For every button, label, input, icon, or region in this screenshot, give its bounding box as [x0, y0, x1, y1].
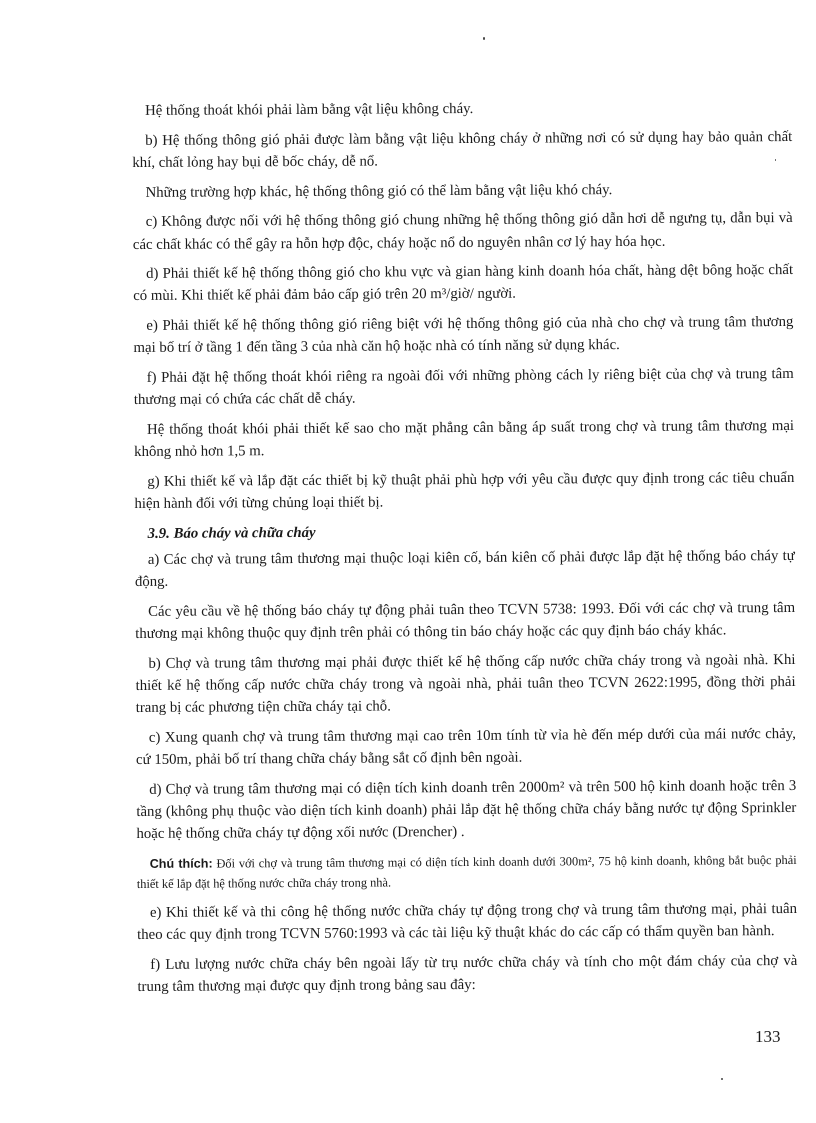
paragraph-f-flow: f) Lưu lượng nước chữa cháy bên ngoài lấy từ trụ nước chữa cháy và tính cho một đám cháy của chợ và trung tâm thương mại được quy định trong bảng sau đây: [137, 952, 798, 995]
paragraph-c-ladder: c) Xung quanh chợ và trung tâm thương mại cao trên 10m tính từ vỉa hè đến mép dưới của mái nước chảy, cứ 150m, phải bố trí thang chữa cháy bằng sắt cố định bên ngoài. [135, 725, 796, 769]
paragraph-alarm-requirements: Các yêu cầu về hệ thống báo cháy tự động phải tuân theo TCVN 5738: 1993. Đối với các chợ và trung tâm thương mại không thuộc quy định trên phải có thông tin báo cháy hoặc các quy định báo cháy khác. [135, 599, 796, 643]
scan-speck [721, 1078, 723, 1080]
paragraph-smoke-design: Hệ thống thoát khói phải thiết kế sao cho mặt phẳng cân bằng áp suất trong chợ và trung tâm thương mại không nhỏ hơn 1,5 m. [134, 417, 795, 461]
page-number: 133 [755, 1027, 781, 1046]
paragraph-c: c) Không được nối với hệ thống thông gió chung những hệ thống thông gió dẫn hơi dễ ngưng tụ, dẫn bụi và các chất khác có thể gây ra hỗn hợp độc, cháy hoặc nổ do nguyên nhân cơ lý hay hóa học. [132, 210, 793, 253]
paragraph-e: e) Phải thiết kế hệ thống thông gió riêng biệt với hệ thống thông gió của nhà cho chợ và trung tâm thương mại bố trí ở tầng 1 đến tầng 3 của nhà căn hộ hoặc nhà có tính năng sử dụng khác. [133, 314, 794, 357]
paragraph-a-alarm: a) Các chợ và trung tâm thương mại thuộc loại kiên cố, bán kiên cố phải được lắp đặt hệ thống báo cháy tự động. [134, 547, 795, 591]
paragraph-smoke-material: Hệ thống thoát khói phải làm bằng vật liệu không cháy. [145, 100, 474, 119]
paragraph-f: f) Phải đặt hệ thống thoát khói riêng ra ngoài đối với những phòng cách ly riêng biệt của chợ và trung tâm thương mại có chứa các chất dễ cháy. [133, 365, 794, 409]
paragraph-d: d) Phải thiết kế hệ thống thông gió cho khu vực và gian hàng kinh doanh hóa chất, hàng dệt bông hoặc chất có mùi. Khi thiết kế phải đảm bảo cấp gió trên 20 m³/giờ/ người. [133, 262, 794, 305]
paragraph-b: b) Hệ thống thông gió phải được làm bằng vật liệu không cháy ở những nơi có sử dụng hay bảo quản chất khí, chất lỏng hay bụi dễ bốc cháy, dễ nổ. [132, 128, 793, 171]
note-label: Chú thích: [149, 856, 213, 872]
footnote [137, 851, 797, 894]
paragraph-g: g) Khi thiết kế và lắp đặt các thiết bị kỹ thuật phải phù hợp với yêu cầu được quy định trong các tiêu chuẩn hiện hành đối với từng chủng loại thiết bị. [134, 469, 795, 513]
note-text: Đối với chợ và trung tâm thương mại có diện tích kinh doanh dưới 300m², 75 hộ kinh doanh, không bắt buộc phải thiết kế lắp đặt hệ thống nước chữa cháy trong nhà. [136, 853, 797, 891]
paragraph-b-water: b) Chợ và trung tâm thương mại phải được thiết kế hệ thống cấp nước chữa cháy trong và ngoài nhà. Khi thiết kế hệ thống cấp nước chữa cháy trong và ngoài nhà, phải tuân theo TCVN 2622:1995, đồng thời phải trang bị các phương tiện chữa cháy tại chỗ. [135, 651, 796, 717]
section-heading: 3.9. Báo cháy và chữa cháy [147, 524, 316, 542]
paragraph-other-cases: Những trường hợp khác, hệ thống thông gió có thể làm bằng vật liệu khó cháy. [145, 181, 613, 201]
scan-speck [483, 37, 485, 40]
paragraph-d-sprinkler: d) Chợ và trung tâm thương mại có diện tích kinh doanh trên 2000m² và trên 500 hộ kinh doanh hoặc trên 3 tầng (không phụ thuộc vào diện tích kinh doanh) phải lắp đặt hệ thống chữa cháy bằng nước tự động Sprinkler hoặc hệ thống chữa cháy tự động xối nước (Drencher) . [136, 777, 797, 843]
paragraph-e-install: e) Khi thiết kế và thi công hệ thống nước chữa cháy tự động trong chợ và trung tâm thương mại, phải tuân theo các quy định trong TCVN 5760:1993 và các tài liệu kỹ thuật khác do các cấp có thẩm quyền ban hành. [137, 900, 798, 944]
page-body [132, 96, 798, 1006]
scan-speck [775, 159, 776, 161]
